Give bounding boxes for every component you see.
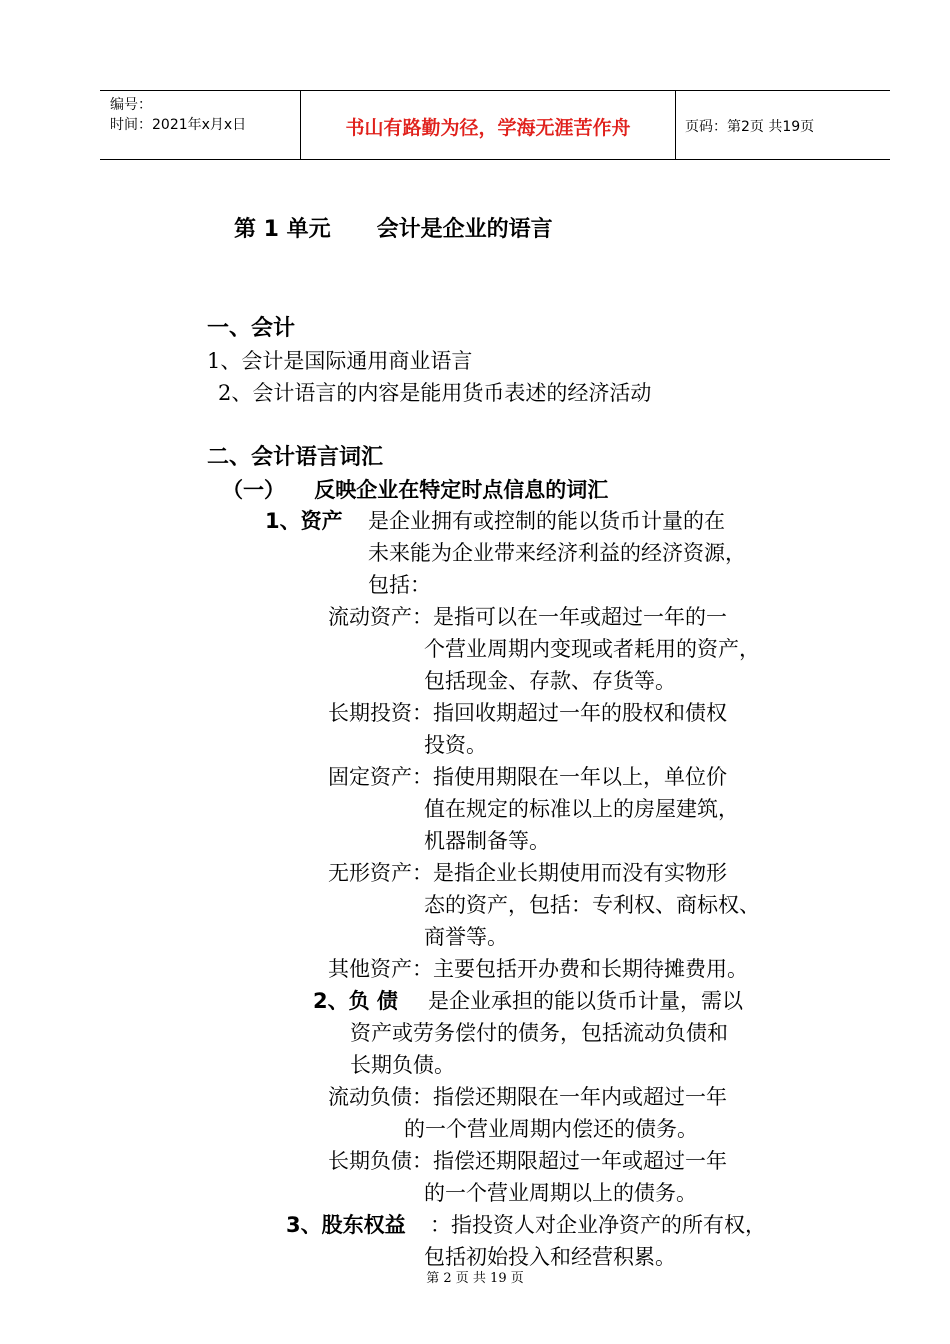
fixed-assets-text: 值在规定的标准以上的房屋建筑， xyxy=(424,797,739,821)
long-term-liabilities-text: 长期负债：指偿还期限超过一年或超过一年 xyxy=(328,1149,727,1173)
current-liabilities-text: 的一个营业周期内偿还的债务。 xyxy=(404,1117,698,1141)
motto: 书山有路勤为径，学海无涯苦作舟 xyxy=(345,117,631,139)
liabilities-term: 2、负 债 xyxy=(313,989,398,1013)
long-term-investment-text: 投资。 xyxy=(424,733,487,757)
time-label: 时间：2021年x月x日 xyxy=(110,117,247,133)
divider xyxy=(675,91,676,159)
long-term-liabilities-text: 的一个营业周期以上的债务。 xyxy=(424,1181,697,1205)
intangible-assets-text: 无形资产：是指企业长期使用而没有实物形 xyxy=(328,861,727,885)
header-page-info: 页码：第2页 共19页 xyxy=(685,119,815,135)
current-assets-text: 流动资产：是指可以在一年或超过一年的一 xyxy=(328,605,727,629)
current-liabilities-text: 流动负债：指偿还期限在一年内或超过一年 xyxy=(328,1085,727,1109)
serial-label: 编号： xyxy=(110,97,152,113)
section1-heading: 一、会计 xyxy=(207,316,296,341)
current-assets-text: 个营业周期内变现或者耗用的资产， xyxy=(424,637,760,661)
equity-text: ：指投资人对企业净资产的所有权， xyxy=(430,1213,766,1237)
assets-text: 包括： xyxy=(368,573,431,597)
section2-heading: 二、会计语言词汇 xyxy=(207,445,384,470)
page-title: 第 1 单元 会计是企业的语言 xyxy=(234,217,553,242)
section1-item: 2、会计语言的内容是能用货币表述的经济活动 xyxy=(218,381,652,405)
intangible-assets-text: 态的资产，包括：专利权、商标权、 xyxy=(424,893,760,917)
equity-text: 包括初始投入和经营积累。 xyxy=(424,1245,676,1269)
fixed-assets-text: 固定资产：指使用期限在一年以上，单位价 xyxy=(328,765,727,789)
long-term-investment-text: 长期投资：指回收期超过一年的股权和债权 xyxy=(328,701,727,725)
equity-term: 3、股东权益 xyxy=(286,1213,406,1237)
fixed-assets-text: 机器制备等。 xyxy=(424,829,550,853)
assets-text: 未来能为企业带来经济利益的经济资源， xyxy=(368,541,746,565)
liabilities-text: 资产或劳务偿付的债务，包括流动负债和 xyxy=(350,1021,728,1045)
liabilities-text: 长期负债。 xyxy=(350,1053,455,1077)
page-header xyxy=(100,90,890,160)
other-assets-text: 其他资产：主要包括开办费和长期待摊费用。 xyxy=(328,957,748,981)
current-assets-text: 包括现金、存款、存货等。 xyxy=(424,669,676,693)
liabilities-text: 是企业承担的能以货币计量，需以 xyxy=(428,989,743,1013)
header-left xyxy=(110,95,246,135)
intangible-assets-text: 商誉等。 xyxy=(424,925,508,949)
page-footer: 第 2 页 共 19 页 xyxy=(426,1271,524,1286)
assets-term: 1、资产 xyxy=(265,509,343,533)
divider xyxy=(300,91,301,159)
subsection-heading: （一） 反映企业在特定时点信息的词汇 xyxy=(222,478,609,502)
assets-text: 是企业拥有或控制的能以货币计量的在 xyxy=(368,509,725,533)
section1-item: 1、会计是国际通用商业语言 xyxy=(207,349,473,373)
